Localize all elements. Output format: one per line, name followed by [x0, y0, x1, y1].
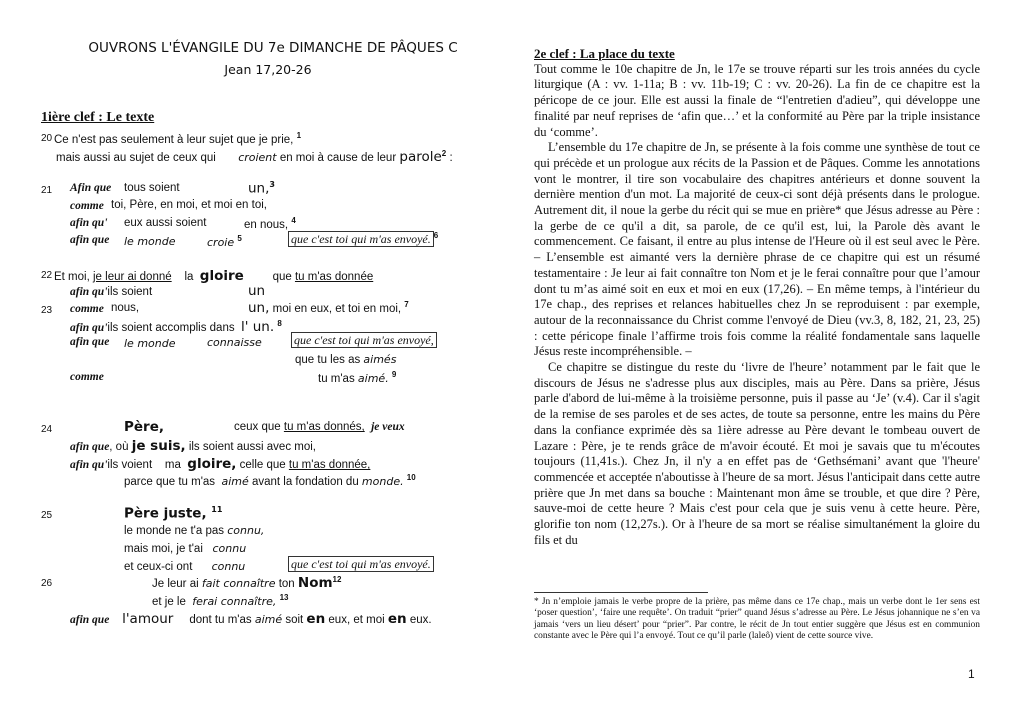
comme-marker: comme: [70, 371, 104, 383]
verse-line: tous soient: [124, 182, 180, 194]
verse-line: nous,: [111, 302, 140, 314]
sent-box: que c'est toi qui m'as envoyé. $^6$: [288, 231, 438, 247]
verse-line: un, moi en eux, et toi en moi, $^7$: [248, 300, 409, 316]
verse-line: afin que, où je suis, ils soient aussi avec moi,: [70, 438, 317, 454]
page-number: 1: [968, 667, 975, 681]
sent-box: que c'est toi qui m'as envoyé,: [291, 333, 437, 348]
verse-line: afin qu'ils soient: [70, 286, 153, 298]
sent-box: que c'est toi qui m'as envoyé.: [288, 557, 434, 572]
comme-marker: comme: [70, 200, 104, 212]
left-text-block: [0, 0, 510, 724]
footnote-divider: [534, 592, 708, 593]
paragraph: Tout comme le 10e chapitre de Jn, le 17e se trouve réparti sur les trois années du cycle liturgique (A : vv. 1-11a; B : vv. 11b-19; C : vv. 20-26). La fin de ce chapitre est la péricope de ce jour. Elle est aussi la finale de “l'entretien d'adieu”, qui développe une finalité par neuf reprises de ‘afin que…’ et la conformité au Père par la triple insistance du ‘comme’.: [534, 61, 980, 139]
verse-line: le monde ne t'a pas connu,: [124, 524, 265, 537]
verse-line: tu m'as aimé. $^9$: [318, 370, 397, 385]
comme-marker: comme: [70, 303, 104, 315]
verse-number: 20: [41, 133, 53, 144]
verse-line: et ceux-ci ont connu: [124, 560, 246, 573]
afin-qu-marker: afin qu': [70, 217, 108, 229]
verse-line: afin que l'amour dont tu m'as aimé soit en eux, et moi en eux.: [70, 611, 432, 627]
page-title: OUVRONS L'ÉVANGILE DU 7e DIMANCHE DE PÂQUES C: [88, 40, 458, 56]
verse-line: un: [248, 283, 266, 299]
clef2-heading: 2e clef : La place du texte: [534, 46, 675, 61]
monde-word: le monde: [124, 235, 176, 248]
monde-word: le monde: [124, 337, 176, 350]
verse-line: Père juste, $^{11}$: [124, 505, 223, 522]
verse-line: en nous, $^4$: [244, 216, 296, 231]
verse-line: que tu les as aimés: [295, 353, 397, 366]
paragraph: Ce chapitre se distingue du reste du ‘livre de l'heure’ notamment par le fait que le discours de Jésus ne s'adresse plus aux disciples, mais au Père. Dans sa prière, Jésus parle d'abord de lui-même à la troisième personne, puis il passe au ‘Je’ (v.4). Car il s'agit de la remise de ses paroles et de ses actes, de toute sa personne, entre les mains du Père dans la confiance exprimée dès sa 1ière adresse au Père devant le tombeau ouvert de Lazare : Père, je te rends grâce de m'avoir écouté. Et moi je savais que tu m'écoutes toujours (11,41s.). Chez Jn, il n'y a en effet pas de ‘Gethsémani’ avant que 'l'heure' commencée et acceptée n'aboutisse à l'heure de sa mort. Jésus l'anticipait dans cette autre prière que Jn met dans sa bouche : Maintenant mon âme se trouble, et que dire ? Père, sauve-moi de cette heure ? Mais c'est pour cela que je suis venu à cette heure. Père, glorifie ton nom (12,27s.). Or à l'heure de sa mort se réalise simultanément la gloire du fils et du: [534, 360, 980, 547]
verse-number: 26: [41, 578, 53, 589]
verse-line: Et moi, je leur ai donné la gloire que tu m'as donnée: [54, 268, 374, 284]
verse-number: 22: [41, 270, 53, 281]
verse-number: 25: [41, 510, 53, 521]
afin-que-marker: Afin que: [70, 182, 112, 194]
paragraph: L’ensemble du 17e chapitre de Jn, se présente à la fois comme une synthèse de tout ce qui précède et un prologue aux récits de la Passion et de Pâques. Comme les annotations vont le montrer, il tire son vocabulaire des chapitres antérieurs et donne souvent la dernière mention d'un mot. La majorité de ceux-ci sont déjà présents dans le prologue. Autrement dit, il noue la gerbe du récit qui se mue en prière* que Jésus adresse au Père : la gerbe de ce qu'il a dit, sa parole, de ce qu'il est, lui, la Parole dès avant le commencement. Ce faisant, il entre au plus intense de l'Heure où il est seul avec le Père. – L’ensemble est aimanté vers la dernière phrase de ce chapitre qui est un résumé testamentaire : Je leur ai fait connaître ton Nom et je le ferai connaître pour que l’amour dont tu m’as aimé soit en eux et moi en eux (17,26). – En même temps, à l'intérieur du 17e chap., des reprises et relances habituelles chez Jn se reproduisent : par exemple, autour de la reconnaissance du Christ comme l'envoyé de Dieu (vv.3, 8, 182, 21, 23, 25) : cette péricope finale l’affirme trois fois comme la réalité fondamentale sans laquelle Jésus reste incompréhensible. –: [534, 140, 980, 359]
clef1-heading: 1ière clef : Le texte: [41, 110, 155, 125]
page-subtitle: Jean 17,20-26: [224, 62, 312, 77]
verse-line: ceux que tu m'as donnés, je veux: [234, 421, 405, 433]
verse-line: Je leur ai fait connaître ton Nom$^{12}$: [152, 575, 342, 591]
right-column: [534, 46, 980, 549]
verse-line: Père,: [124, 419, 164, 435]
verse-line: et je le ferai connaître, $^{13}$: [152, 593, 289, 608]
verse-line: afin qu'ils soient accomplis dans l' un. $^8$: [70, 319, 282, 335]
verse-line: afin qu'ils voient ma gloire, celle que tu m'as donnée,: [70, 456, 371, 472]
verse-line: mais moi, je t'ai connu: [124, 542, 247, 555]
afin-que-marker: afin que: [70, 234, 110, 246]
verse-line: un,$^3$: [248, 180, 275, 197]
verse-line: Ce n'est pas seulement à leur sujet que je prie, $^1$: [54, 131, 302, 146]
verse-line: connaisse: [207, 336, 262, 349]
verse-line: mais aussi au sujet de ceux qui croient en moi à cause de leur parole$^2$ :: [56, 149, 453, 165]
verse-line: toi, Père, en moi, et moi en toi,: [111, 199, 267, 211]
footnote: * Jn n’emploie jamais le verbe propre de la prière, pas même dans ce 17e chap., mais un verbe dont le 1er sens est ‘poser question’, ‘faire une requête’. On traduit “prier” quand Jésus s’adresse au Père. Le Jésus johannique ne s’en va jamais ‘vers un lieu désert’ pour “prier”. Par contre, le récit de Jn tout entier suggère que Jésus est en communion constante avec le Père qui l’a envoyé. Tout ce qu’il parle (laleô) vient de cette source vive.: [534, 597, 980, 642]
verse-line: parce que tu m'as aimé avant la fondation du monde. $^{10}$: [124, 473, 416, 488]
verse-number: 21: [41, 185, 53, 196]
verse-line: croie $^5$: [207, 234, 242, 249]
verse-number: 24: [41, 424, 53, 435]
verse-number: 23: [41, 305, 53, 316]
verse-line: eux aussi soient: [124, 217, 207, 229]
afin-que-marker: afin que: [70, 336, 110, 348]
